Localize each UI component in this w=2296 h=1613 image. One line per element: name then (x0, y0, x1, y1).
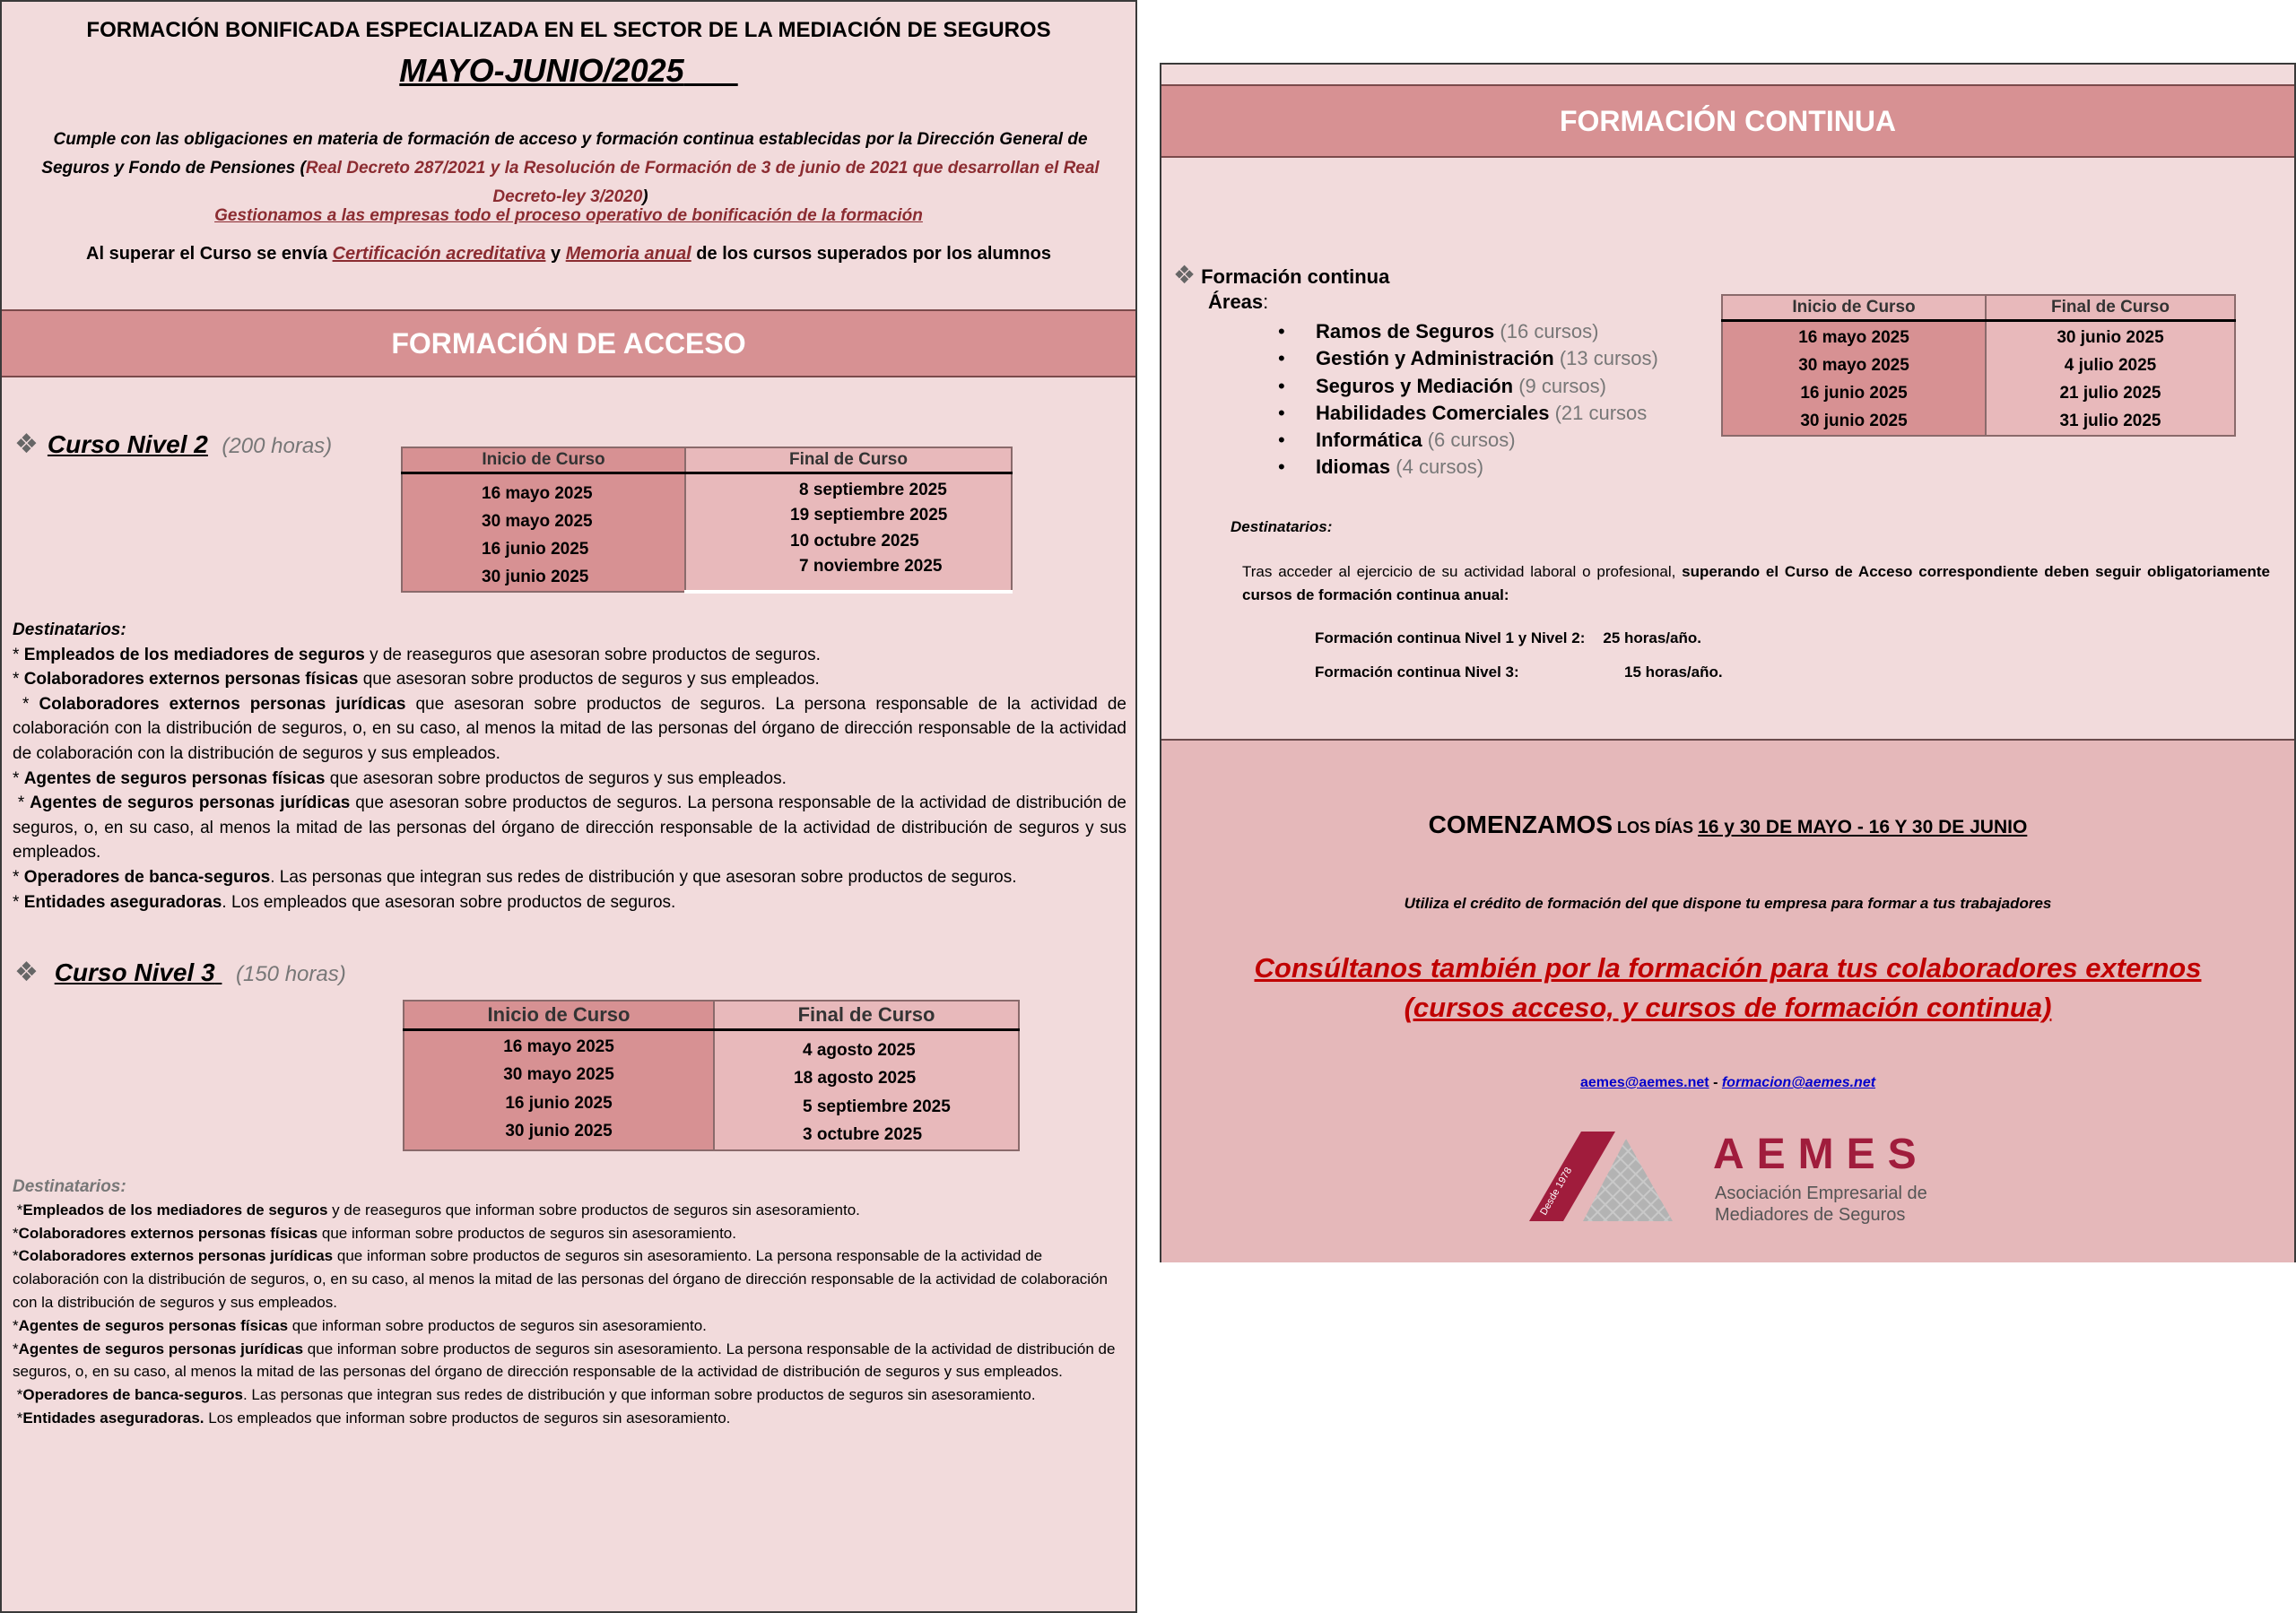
end-date: 31 julio 2025 (2059, 411, 2161, 430)
dest-item: *Empleados de los mediadores de seguros y de reaseguros que informan sobre productos de seguros sin asesoramiento. (13, 1201, 860, 1218)
start-date: 16 mayo 2025 (482, 483, 593, 503)
start-date: 16 junio 2025 (1800, 383, 1908, 403)
end-date: 30 junio 2025 (2057, 327, 2164, 347)
col-header: Inicio de Curso (402, 447, 685, 473)
req-nivel12: Formación continua Nivel 1 y Nivel 2: 25 horas/año. (1315, 629, 1701, 646)
start-date: 16 junio 2025 (482, 539, 589, 559)
email-link[interactable]: formacion@aemes.net (1721, 1075, 1876, 1090)
dest-item: * Agentes de seguros personas físicas que asesoran sobre productos de seguros y sus empleados. (13, 768, 787, 788)
start-date: 16 mayo 2025 (503, 1036, 614, 1056)
area-item: • Ramos de Seguros (16 cursos) (1278, 318, 1658, 345)
intro-text: Cumple con las obligaciones en materia de formación de acceso y formación continua establecidas por la Dirección General de Seguros y Fondo de Pensiones (Real Decreto 287/2021 y la Resolución de Formación de 3 de junio de 2021 que desarrollan el Real Decreto-ley 3/2020) (41, 130, 1100, 206)
acceso-banner: FORMACIÓN DE ACCESO (2, 309, 1135, 377)
logo-mark-icon (1529, 1130, 1709, 1228)
col-header: Final de Curso (1986, 295, 2235, 320)
certification-line: Al superar el Curso se envía Certificación acreditativa y Memoria anual de los cursos superados por los alumnos (86, 244, 1051, 264)
start-date: 16 junio 2025 (505, 1093, 613, 1113)
dest-item: *Operadores de banca-seguros. Las personas que integran sus redes de distribución y que informan sobre productos de seguros sin asesoramiento. (13, 1386, 1036, 1404)
right-panel (1160, 63, 2296, 1262)
continua-dest-label: Destinatarios: (1231, 518, 1333, 535)
logo-line2: Mediadores de Seguros (1715, 1205, 1906, 1225)
aemes-logo (1529, 1130, 1933, 1228)
area-item: • Seguros y Mediación (9 cursos) (1278, 373, 1658, 400)
dest-item: * Colaboradores externos personas físicas que asesoran sobre productos de seguros y sus empleados. (13, 670, 820, 689)
end-date: 5 septiembre 2025 (803, 1097, 951, 1116)
header-subtitle: MAYO-JUNIO/2025 (399, 52, 684, 89)
col-header: Inicio de Curso (404, 1001, 714, 1029)
gestion-link[interactable]: Gestionamos a las empresas todo el proceso operativo de bonificación de la formación (214, 206, 923, 225)
end-date: 18 agosto 2025 (794, 1069, 917, 1088)
dest-item: * Colaboradores externos personas jurídicas que asesoran sobre productos de seguros. La persona responsable de la actividad de colaboración con la distribución de seguros, o, en su caso, al menos la mitad de las personas del órgano de dirección responsable de la actividad de colaboración con la distribución de seguros y sus empleados. (13, 694, 1126, 763)
dest-item: *Colaboradores externos personas jurídicas que informan sobre productos de seguros sin asesoramiento. La persona responsable de la actividad de colaboración con la distribución de seguros, o, en su caso, al menos la mitad de las personas del órgano de dirección responsable de la actividad de colaboración con la distribución de seguros y sus empleados. (13, 1247, 1108, 1311)
cert-link[interactable]: Certificación acreditativa (332, 244, 546, 264)
logo-name: AEMES (1713, 1131, 1929, 1178)
area-item: • Gestión y Administración (13 cursos) (1278, 345, 1658, 372)
nivel2-title: ❖ Curso Nivel 2 (200 horas) (14, 429, 333, 459)
email-line: aemes@aemes.net - formacion@aemes.net (1579, 1075, 1876, 1090)
start-date: 30 mayo 2025 (482, 511, 593, 531)
area-item: • Habilidades Comerciales (21 cursos (1278, 400, 1658, 427)
memoria-link[interactable]: Memoria anual (565, 244, 691, 264)
area-item: • Informática (6 cursos) (1278, 427, 1658, 454)
dest-item: * Agentes de seguros personas jurídicas que asesoran sobre productos de seguros. La persona responsable de la actividad de distribución de seguros, o, en su caso, al menos la mitad de las personas del órgano de dirección responsable de la actividad de distribución de seguros y sus empleados. (13, 793, 1126, 863)
col-header: Final de Curso (685, 447, 1012, 473)
email-link[interactable]: aemes@aemes.net (1579, 1075, 1709, 1090)
dest-item: *Entidades aseguradoras. Los empleados que informan sobre productos de seguros sin asesoramiento. (13, 1409, 731, 1427)
end-date: 4 julio 2025 (2064, 355, 2157, 375)
consult-text: Consúltanos también por la formación para tus colaboradores externos (cursos acceso, y cursos de formación continua) (1254, 952, 2202, 1023)
header-title: FORMACIÓN BONIFICADA ESPECIALIZADA EN EL SECTOR DE LA MEDIACIÓN DE SEGUROS (86, 18, 1051, 42)
diamond-icon: ❖ (14, 958, 39, 987)
continua-dest-text: Tras acceder al ejercicio de su actividad laboral o profesional, superando el Curso de Acceso correspondiente deben seguir obligatoriamente cursos de formación continua anual: (1242, 563, 2270, 603)
nivel3-table (403, 1000, 1020, 1151)
areas-list (1278, 318, 1658, 481)
start-date: 16 mayo 2025 (1798, 327, 1909, 347)
dest-item: *Agentes de seguros personas jurídicas que informan sobre productos de seguros sin asesoramiento. La persona responsable de la actividad de distribución de seguros, o, en su caso, al menos la mitad de las personas del órgano de dirección responsable de la actividad de distribución de seguros y sus empleados. (13, 1340, 1116, 1381)
dest-item: * Entidades aseguradoras. Los empleados que asesoran sobre productos de seguros. (13, 892, 676, 912)
areas-label: Áreas: (1208, 291, 1269, 313)
diamond-icon: ❖ (14, 429, 39, 459)
continua-table (1721, 294, 2236, 437)
nivel2-table (401, 447, 1013, 594)
dest-item: * Operadores de banca-seguros. Las personas que integran sus redes de distribución y que asesoran sobre productos de seguros. (13, 867, 1017, 887)
dest-item: * Empleados de los mediadores de seguros y de reaseguros que asesoran sobre productos de seguros. (13, 645, 821, 664)
nivel3-title: ❖ Curso Nivel 3 (150 horas) (14, 958, 346, 987)
promo-section (1161, 739, 2294, 1262)
continua-title: ❖ Formación continua (1173, 261, 1390, 289)
start-date: 30 mayo 2025 (503, 1065, 614, 1084)
nivel2-destinatarios: Destinatarios: * Empleados de los mediadores de seguros y de reaseguros que asesoran sobre productos de seguros. * Colaboradores externos personas físicas que asesoran sobre productos de seguros y sus empleados. * Colaboradores externos personas jurídicas que asesoran sobre productos de seguros. La persona responsable de la actividad de colaboración con la distribución de seguros, o, en su caso, al menos la mitad de las personas del órgano de dirección responsable de la actividad de colaboración con la distribución de seguros y sus empleados. * Agentes de seguros personas físicas que asesoran sobre productos de seguros y sus empleados. * Agentes de seguros personas jurídicas que asesoran sobre productos de seguros. La persona responsable de la actividad de distribución de seguros, o, en su caso, al menos la mitad de las personas del órgano de dirección responsable de la actividad de distribución de seguros y sus empleados. * Operadores de banca-seguros. Las personas que integran sus redes de distribución y que asesoran sobre productos de seguros. * Entidades aseguradoras. Los empleados que asesoran sobre productos de seguros. (13, 618, 1126, 915)
start-date: 30 junio 2025 (482, 567, 589, 586)
req-nivel3: Formación continua Nivel 3: 15 horas/año. (1315, 663, 1723, 681)
col-header: Inicio de Curso (1722, 295, 1986, 320)
end-date: 3 octubre 2025 (803, 1125, 923, 1144)
dest-item: *Colaboradores externos personas físicas que informan sobre productos de seguros sin asesoramiento. (13, 1224, 736, 1242)
diamond-icon: ❖ (1173, 261, 1196, 289)
logo-tag: Desde 1978 (1538, 1166, 1575, 1218)
nivel3-destinatarios: Destinatarios: *Empleados de los mediadores de seguros y de reaseguros que informan sobre productos de seguros sin asesoramiento. *Colaboradores externos personas físicas que informan sobre productos de seguros sin asesoramiento. *Colaboradores externos personas jurídicas que informan sobre productos de seguros sin asesoramiento. La persona responsable de la actividad de colaboración con la distribución de seguros, o, en su caso, al menos la mitad de las personas del órgano de dirección responsable de la actividad de colaboración con la distribución de seguros y sus empleados. *Agentes de seguros personas físicas que informan sobre productos de seguros sin asesoramiento. *Agentes de seguros personas jurídicas que informan sobre productos de seguros sin asesoramiento. La persona responsable de la actividad de distribución de seguros, o, en su caso, al menos la mitad de las personas del órgano de dirección responsable de la actividad de distribución de seguros y sus empleados. *Operadores de banca-seguros. Las personas que integran sus redes de distribución y que informan sobre productos de seguros sin asesoramiento. *Entidades aseguradoras. Los empleados que informan sobre productos de seguros sin asesoramiento. (13, 1175, 1126, 1430)
end-date: 10 octubre 2025 (790, 531, 919, 551)
dest-item: *Agentes de seguros personas físicas que informan sobre productos de seguros sin asesoramiento. (13, 1316, 707, 1334)
continua-banner: FORMACIÓN CONTINUA (1161, 84, 2294, 158)
end-date: 19 septiembre 2025 (790, 506, 948, 525)
col-header: Final de Curso (714, 1001, 1019, 1029)
start-date: 30 junio 2025 (1800, 411, 1908, 430)
logo-line1: Asociación Empresarial de (1715, 1184, 1927, 1203)
left-panel (0, 0, 1137, 1613)
end-date: 7 noviembre 2025 (799, 557, 943, 576)
start-date: 30 mayo 2025 (1798, 355, 1909, 375)
credit-line: Utiliza el crédito de formación del que dispone tu empresa para formar a tus trabajadores (1404, 895, 2052, 912)
area-item: • Idiomas (4 cursos) (1278, 454, 1658, 481)
comenzamos-line: COMENZAMOS LOS DÍAS 16 y 30 DE MAYO - 16 Y 30 DE JUNIO (1428, 811, 2028, 838)
end-date: 21 julio 2025 (2059, 383, 2161, 403)
end-date: 8 septiembre 2025 (799, 480, 947, 499)
start-date: 30 junio 2025 (505, 1122, 613, 1140)
end-date: 4 agosto 2025 (803, 1040, 916, 1060)
